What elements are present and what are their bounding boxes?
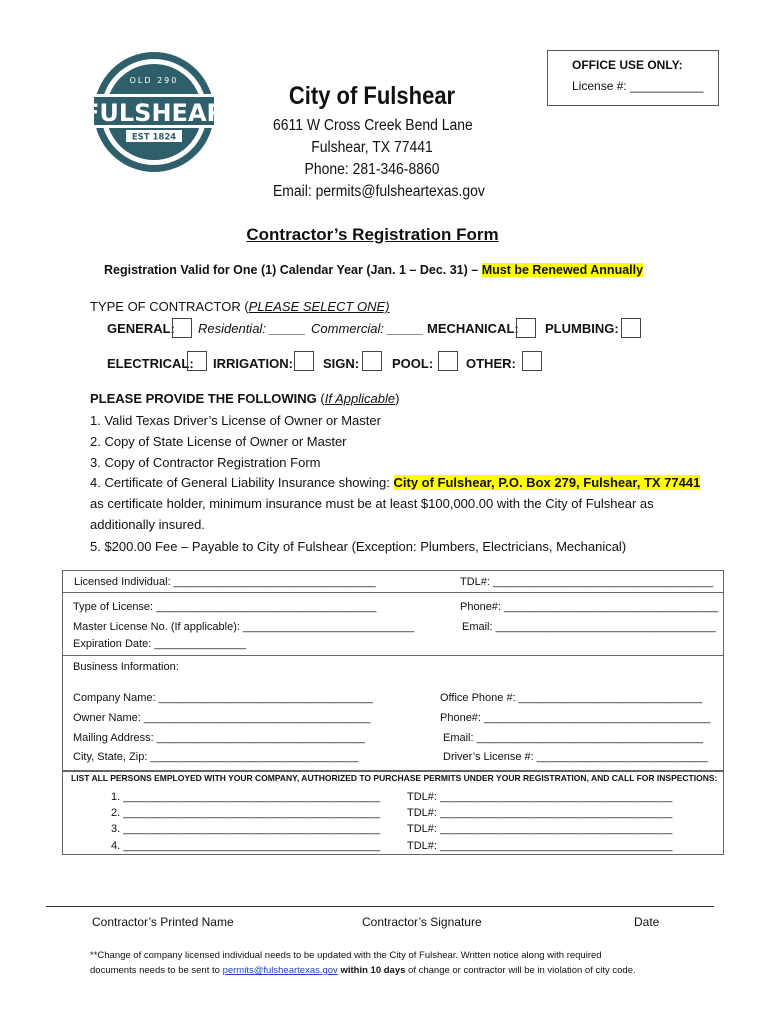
irrigation-checkbox[interactable]	[294, 351, 314, 371]
city-title: City of Fulshear	[288, 82, 456, 110]
footer-note-line1: **Change of company licensed individual needs to be updated with the City of Fulshear. Written notice along with required	[90, 950, 602, 961]
company-name-field[interactable]: Company Name: ___________________________________	[73, 692, 373, 704]
employees-heading: LIST ALL PERSONS EMPLOYED WITH YOUR COMPANY, AUTHORIZED TO PURCHASE PERMITS UNDER YOUR REGISTRATION, AND CALL FOR INSPECTIONS:	[71, 773, 718, 783]
logo-name: FULSHEAR	[83, 99, 225, 127]
tdl-field[interactable]: TDL#: ____________________________________	[460, 576, 714, 588]
if-applicable-note: If Applicable	[324, 391, 396, 406]
employee-row-2-name[interactable]: 2. __________________________________________	[111, 807, 381, 819]
logo-est: EST 1824	[131, 132, 177, 143]
validity-note	[104, 263, 643, 277]
mechanical-checkbox[interactable]	[516, 318, 536, 338]
logo-top-text: OLD 290	[129, 76, 179, 85]
electrical-label: ELECTRICAL:	[107, 356, 194, 371]
footer-line2-suffix: of change or contractor will be in violation of city code.	[405, 965, 636, 976]
permits-email-link[interactable]: permits@fulsheartexas.gov	[222, 965, 338, 976]
employee-row-3-tdl[interactable]: TDL#: ______________________________________	[407, 823, 673, 835]
contractor-type-heading-text: TYPE OF CONTRACTOR (	[90, 299, 249, 314]
signature-label: Contractor’s Signature	[362, 915, 482, 929]
other-checkbox[interactable]	[522, 351, 542, 371]
office-use-title: OFFICE USE ONLY:	[572, 58, 683, 72]
employee-row-3-name[interactable]: 3. __________________________________________	[111, 823, 381, 835]
phone-field[interactable]: Phone#: ___________________________________	[460, 601, 719, 613]
mechanical-label: MECHANICAL:	[427, 321, 519, 336]
business-info-label: Business Information:	[73, 661, 179, 673]
plumbing-label: PLUMBING:	[545, 321, 619, 336]
email-field[interactable]: Email: ____________________________________	[462, 621, 716, 633]
printed-name-label: Contractor’s Printed Name	[92, 915, 234, 929]
mailing-address-field[interactable]: Mailing Address: __________________________________	[73, 732, 365, 744]
paren-close: )	[395, 391, 400, 406]
employee-row-4-tdl[interactable]: TDL#: ______________________________________	[407, 840, 673, 852]
form-title: Contractor’s Registration Form	[246, 225, 499, 244]
office-license-blank: ___________	[630, 79, 704, 93]
electrical-checkbox[interactable]	[187, 351, 207, 371]
office-license-label: License #:	[572, 79, 627, 93]
requirements-heading-text: PLEASE PROVIDE THE FOLLOWING	[90, 391, 317, 406]
phone2-field[interactable]: Phone#: _____________________________________	[440, 712, 711, 724]
sign-checkbox[interactable]	[362, 351, 382, 371]
commercial-label[interactable]: Commercial: _____	[311, 321, 424, 336]
certificate-holder-highlight: City of Fulshear, P.O. Box 279, Fulshear, TX 77441	[393, 475, 701, 490]
type-of-license-field[interactable]: Type of License: ____________________________________	[73, 601, 377, 613]
validity-text: Registration Valid for One (1) Calendar Year (Jan. 1 – Dec. 31) –	[104, 263, 482, 277]
footer-line2-prefix: documents needs to be sent to	[90, 965, 223, 976]
residential-label[interactable]: Residential: _____	[198, 321, 306, 336]
requirement-4-line2: as certificate holder, minimum insurance must be at least $100,000.00 with the City of Fulshear as	[90, 496, 654, 511]
licensed-individual-field[interactable]: Licensed Individual: _________________________________	[74, 576, 376, 588]
requirement-3: 3. Copy of Contractor Registration Form	[90, 455, 321, 470]
address-line-2: Fulshear, TX 77441	[311, 139, 433, 156]
requirement-1: 1. Valid Texas Driver’s License of Owner or Master	[90, 413, 381, 428]
requirements-heading	[90, 391, 399, 406]
irrigation-label: IRRIGATION:	[213, 356, 293, 371]
requirement-4-line3: additionally insured.	[90, 517, 205, 532]
general-checkbox[interactable]	[172, 318, 192, 338]
divider	[63, 592, 723, 593]
footer-note-line2	[90, 965, 636, 976]
employee-row-1-name[interactable]: 1. __________________________________________	[111, 791, 381, 803]
divider	[63, 655, 723, 656]
office-license-field[interactable]	[572, 79, 703, 93]
requirement-2: 2. Copy of State License of Owner or Master	[90, 434, 347, 449]
employee-row-4-name[interactable]: 4. __________________________________________	[111, 840, 381, 852]
city-logo	[83, 50, 225, 174]
phone-line: Phone: 281-346-8860	[304, 161, 440, 178]
other-label: OTHER:	[466, 356, 516, 371]
owner-name-field[interactable]: Owner Name: _____________________________________	[73, 712, 371, 724]
within-10-days: within 10 days	[337, 965, 406, 976]
validity-highlight: Must be Renewed Annually	[481, 263, 644, 277]
signature-line[interactable]	[46, 906, 714, 907]
employee-row-1-tdl[interactable]: TDL#: ______________________________________	[407, 791, 673, 803]
drivers-license-field[interactable]: Driver’s License #: ____________________________	[443, 751, 709, 763]
requirement-5: 5. $200.00 Fee – Payable to City of Fulshear (Exception: Plumbers, Electricians, Mechanical)	[90, 539, 627, 554]
office-phone-field[interactable]: Office Phone #: ______________________________	[440, 692, 703, 704]
date-label: Date	[634, 915, 660, 929]
requirement-4	[90, 475, 700, 490]
contractor-type-heading	[90, 299, 390, 314]
address-line-1: 6611 W Cross Creek Bend Lane	[273, 117, 473, 134]
pool-checkbox[interactable]	[438, 351, 458, 371]
expiration-date-field[interactable]: Expiration Date: _______________	[73, 638, 247, 650]
master-license-field[interactable]: Master License No. (If applicable): ____________________________	[73, 621, 415, 633]
sign-label: SIGN:	[323, 356, 360, 371]
requirement-4-text: 4. Certificate of General Liability Insurance showing:	[90, 475, 394, 490]
city-state-zip-field[interactable]: City, State, Zip: __________________________________	[73, 751, 359, 763]
contractor-type-select-note: PLEASE SELECT ONE)	[248, 299, 390, 314]
pool-label: POOL:	[392, 356, 434, 371]
email2-field[interactable]: Email: _____________________________________	[443, 732, 703, 744]
plumbing-checkbox[interactable]	[621, 318, 641, 338]
paren-open: (	[316, 391, 325, 406]
email-line: Email: permits@fulsheartexas.gov	[273, 183, 485, 200]
employee-row-2-tdl[interactable]: TDL#: ______________________________________	[407, 807, 673, 819]
general-label: GENERAL:	[107, 321, 175, 336]
office-use-box	[547, 50, 719, 106]
